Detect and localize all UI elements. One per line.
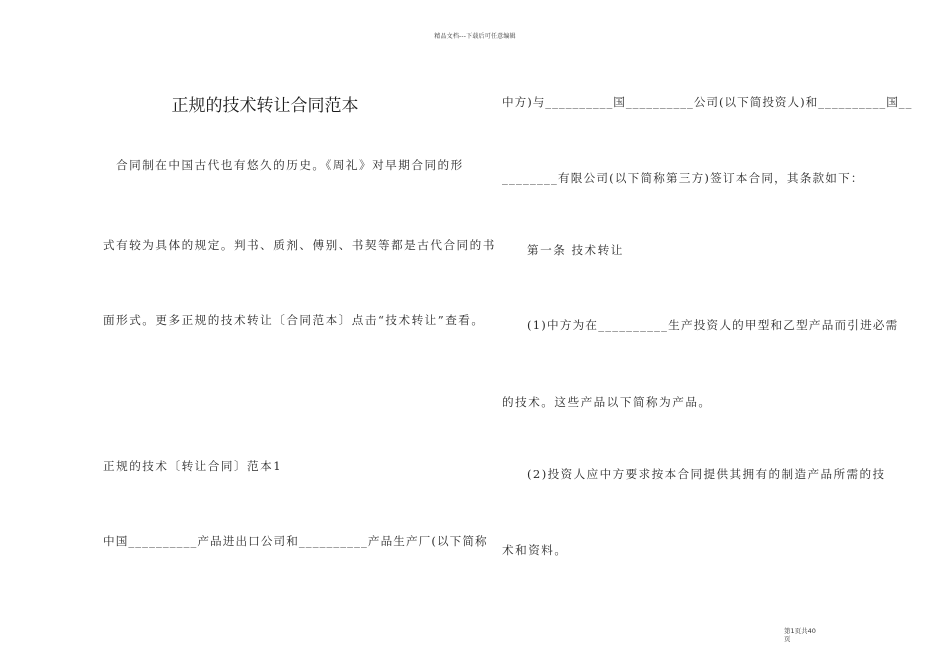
right-paragraph-line-4: (1)中方为在__________生产投资人的甲型和乙型产品而引进必需 xyxy=(527,318,899,332)
section-heading: 正规的技术〔转让合同〕范本1 xyxy=(103,459,283,473)
page-number-line-1: 第1页共40 xyxy=(784,627,816,635)
left-paragraph-line-2: 式有较为具体的规定。判书、质剂、傅别、书契等都是古代合同的书 xyxy=(103,238,496,252)
left-paragraph-line-5: 中国__________产品进出口公司和__________产品生产厂(以下简称 xyxy=(103,534,488,548)
right-paragraph-line-1: 中方)与__________国__________公司(以下简投资人)和__________国__ xyxy=(502,95,913,109)
article-heading: 第一条 技术转让 xyxy=(527,243,624,257)
left-paragraph-line-1: 合同制在中国古代也有悠久的历史。《周礼》对早期合同的形 xyxy=(116,158,464,172)
document-title: 正规的技术转让合同范本 xyxy=(171,96,359,116)
right-paragraph-line-7: 术和资料。 xyxy=(502,543,568,557)
right-paragraph-line-6: (2)投资人应中方要求按本合同提供其拥有的制造产品所需的技 xyxy=(527,467,886,481)
left-paragraph-line-3: 面形式。更多正规的技术转让〔合同范本〕点击“技术转让”查看。 xyxy=(103,313,485,327)
page-number xyxy=(784,627,816,643)
page-number-line-2: 页 xyxy=(784,635,791,643)
page-header: 精品文档---下载后可任意编辑 xyxy=(434,33,516,40)
right-paragraph-line-5: 的技术。这些产品以下简称为产品。 xyxy=(502,395,712,409)
right-paragraph-line-2: ________有限公司(以下简称第三方)签订本合同，其条款如下： xyxy=(502,171,864,185)
